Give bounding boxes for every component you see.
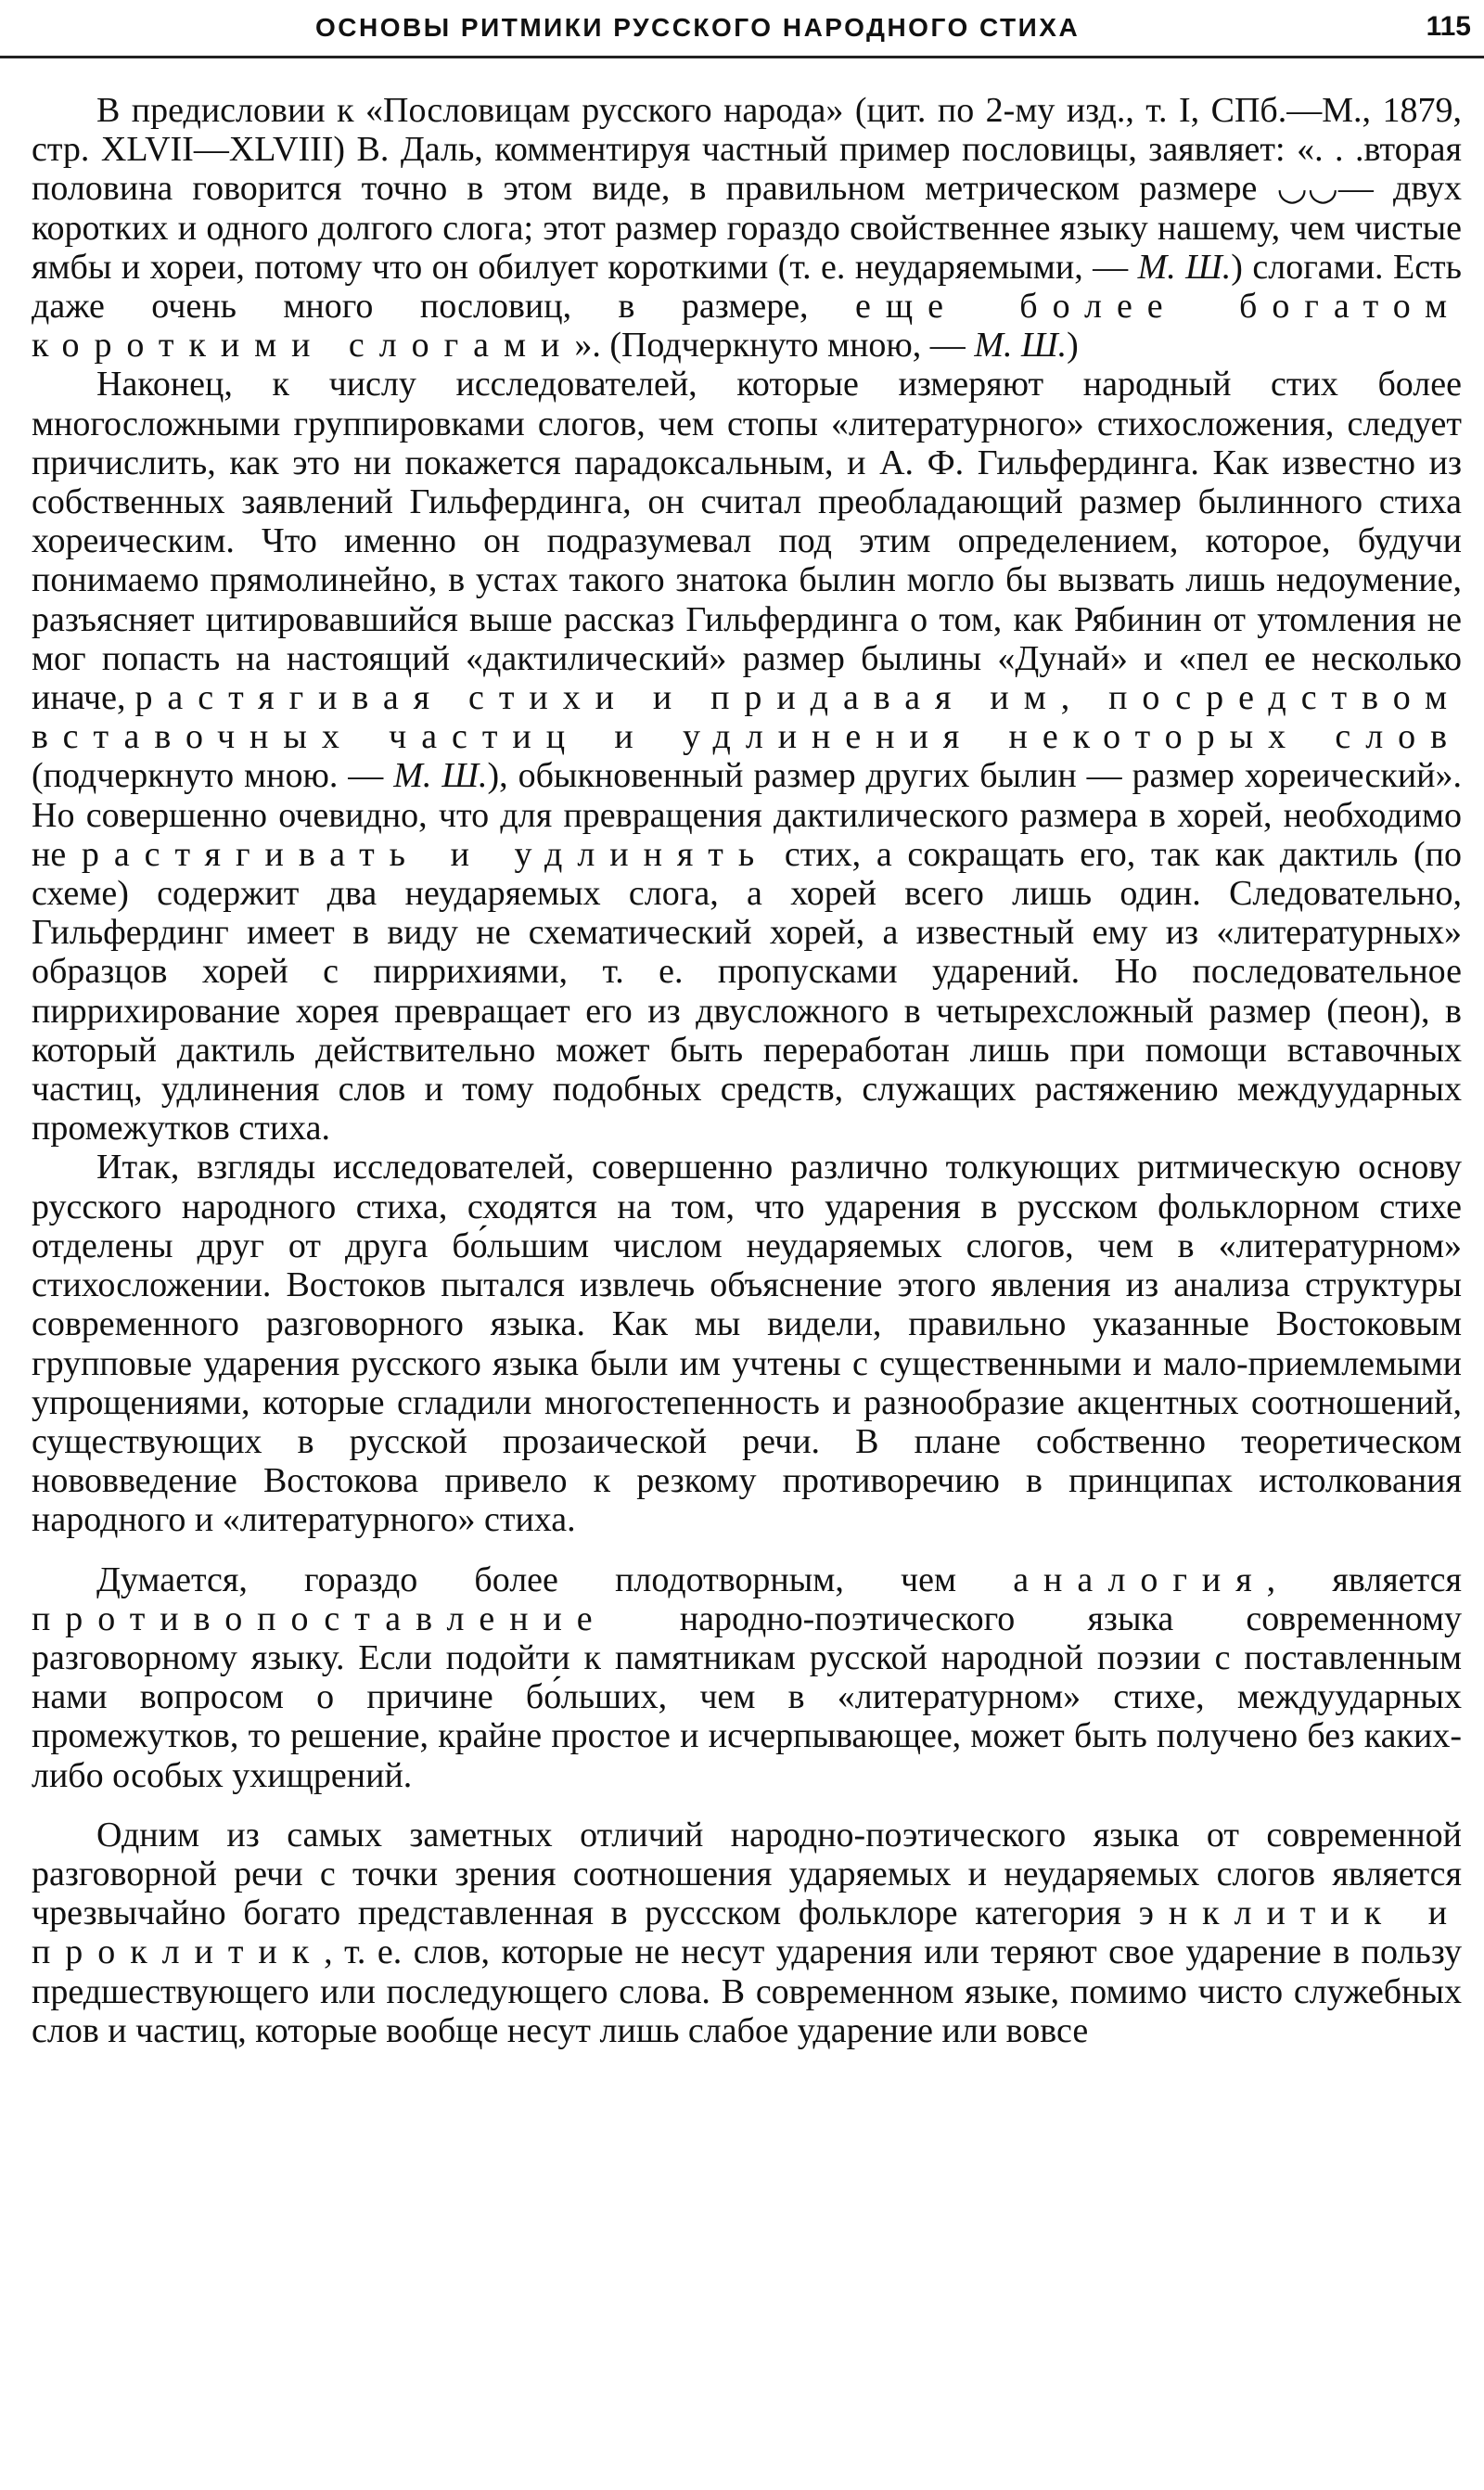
spaced-emphasis: еще более богатом короткими слогами bbox=[32, 287, 1462, 366]
paragraph-4 bbox=[32, 1560, 1462, 1795]
paragraph-3-text-1: Итак, взгляды исследователей, совершенно различно толкующих ритмическую основу русского народного стиха, сходятся на том, что ударения в русском фольклорном стихе отделены друг от друга бо́льшим числом неударяемых слогов, чем в «литературном» стихосложении. Востоков пытался извлечь объяснение этого явления из анализа структуры современного разговорного языка. Как мы видели, правильно указанные Востоковым групповые ударения русского языка были им учтены с существенными и мало-приемлемыми упрощениями, которые сгладили многостепенность и разнообразие акцентных соотношений, существующих в русской прозаической речи. В плане собственно теоретическом нововведение Востокова привело к резкому противоречию в принципах истолкования народного и «литературного» стиха. bbox=[32, 1148, 1462, 1540]
paragraph-5-text-2: , т. е. слов, которые не несут ударения или теряют свое ударение в пользу предшествующего или последующего слова. В современном языке, помимо чисто служебных слов и частиц, которые вообще несут лишь слабое ударение или вовсе bbox=[32, 1932, 1462, 2050]
initials-italic: М. Ш. bbox=[974, 326, 1068, 366]
spaced-emphasis: энклитик и проклитик bbox=[32, 1893, 1463, 1972]
running-title: ОСНОВЫ РИТМИКИ РУССКОГО НАРОДНОГО СТИХА bbox=[315, 13, 1081, 42]
initials-italic: М. Ш. bbox=[393, 756, 488, 796]
paragraph-2-text-4: стих, а сокращать его, так как дактиль (по схеме) содержит два неударяемых слога, а хорей всего лишь один. Следовательно, Гильфердинг имеет в виду не схематический хорей, а известный ему из «литературных» образцов хорей с пиррихиями, т. е. пропусками ударений. Но последовательное пиррихирование хорея превращает его из двусложного в четырехсложный размер (пеон), в который дактиль действительно может быть переработан лишь при помощи вставочных частиц, удлинения слов и тому подобных средств, служащих растяжению междуударных промежутков стиха. bbox=[32, 834, 1462, 1149]
running-head bbox=[0, 7, 1484, 58]
paragraph-2-text-3: ), обыкновенный размер других былин — размер хореический». Но совершенно очевидно, что для превращения дактилического размера в хорей, необходимо не bbox=[32, 756, 1462, 874]
paragraph-1-text-2: ) слогами. Есть даже очень много пословиц, в размере, bbox=[32, 247, 1462, 327]
text-body bbox=[32, 91, 1462, 2050]
initials-italic: М. Ш. bbox=[1137, 247, 1232, 287]
spaced-emphasis: противопоставление bbox=[32, 1598, 608, 1638]
spaced-emphasis: растягивать и удлинять bbox=[81, 834, 770, 874]
paragraph-1-text-1: В предисловии к «Пословицам русского народа» (цит. по 2-му изд., т. I, СПб.—М., 1879, стр. XLVII—XLVIII) В. Даль, комментируя частный пример пословицы, заявляет: «. . .вторая половина говорится точно в этом виде, в правильном метрическом размере ◡◡— двух коротких и одного долгого слога; этот размер гораздо свойственнее языку нашему, чем чистые ямбы и хореи, потому что он обилует короткими (т. е. неударяемыми, — bbox=[32, 91, 1462, 287]
page-number: 115 bbox=[1426, 11, 1471, 42]
paragraph-4-text-1: Думается, гораздо более плодотворным, чем bbox=[96, 1559, 1014, 1599]
paragraph-4-text-2: , является bbox=[1266, 1559, 1462, 1599]
paragraph-1-text-3: ». (Подчеркнуто мною, — bbox=[574, 326, 975, 366]
spaced-emphasis: растягивая стихи и придавая им, посредством вставочных частиц и удлинения некоторых слов bbox=[32, 678, 1462, 757]
paragraph-4-text-3: народно-поэтического языка современному разговорному языку. Если подойти к памятникам русской народной поэзии с поставленным нами вопросом о причине бо́льших, чем в «литературном» стихе, междуударных промежутков, то решение, крайне простое и исчерпывающее, может быть получено без каких-либо особых ухищрений. bbox=[32, 1598, 1462, 1795]
paragraph-1 bbox=[32, 91, 1462, 365]
paragraph-2-text-2: (подчеркнуто мною. — bbox=[32, 756, 394, 796]
paragraph-3 bbox=[32, 1148, 1462, 1539]
spaced-emphasis: аналогия bbox=[1013, 1559, 1267, 1599]
paragraph-1-text-4: ) bbox=[1067, 326, 1079, 366]
paragraph-5-text-1: Одним из самых заметных отличий народно-поэтического языка от современной разговорной речи с точки зрения соотношения ударяемых и неударяемых слогов является чрезвычайно богато представленная в русcском фольклоре категория bbox=[32, 1815, 1462, 1933]
paragraph-5 bbox=[32, 1816, 1462, 2050]
paragraph-2-text-1: Наконец, к числу исследователей, которые измеряют народный стих более многосложными группировками слогов, чем стопы «литературного» стихосложения, следует причислить, как это ни покажется парадоксальным, и А. Ф. Гильфердинга. Как известно из собственных заявлений Гильфердинга, он считал преобладающий размер былинного стиха хореическим. Что именно он подразумевал под этим определением, которое, будучи понимаемо прямолинейно, в устах такого знатока былин могло бы вызвать лишь недоумение, разъясняет цитировавшийся выше рассказ Гильфердинга о том, как Рябинин от утомления не мог попасть на настоящий «дактилический» размер былины «Дунай» и «пел ее несколько иначе, bbox=[32, 365, 1462, 718]
paragraph-2 bbox=[32, 365, 1462, 1148]
